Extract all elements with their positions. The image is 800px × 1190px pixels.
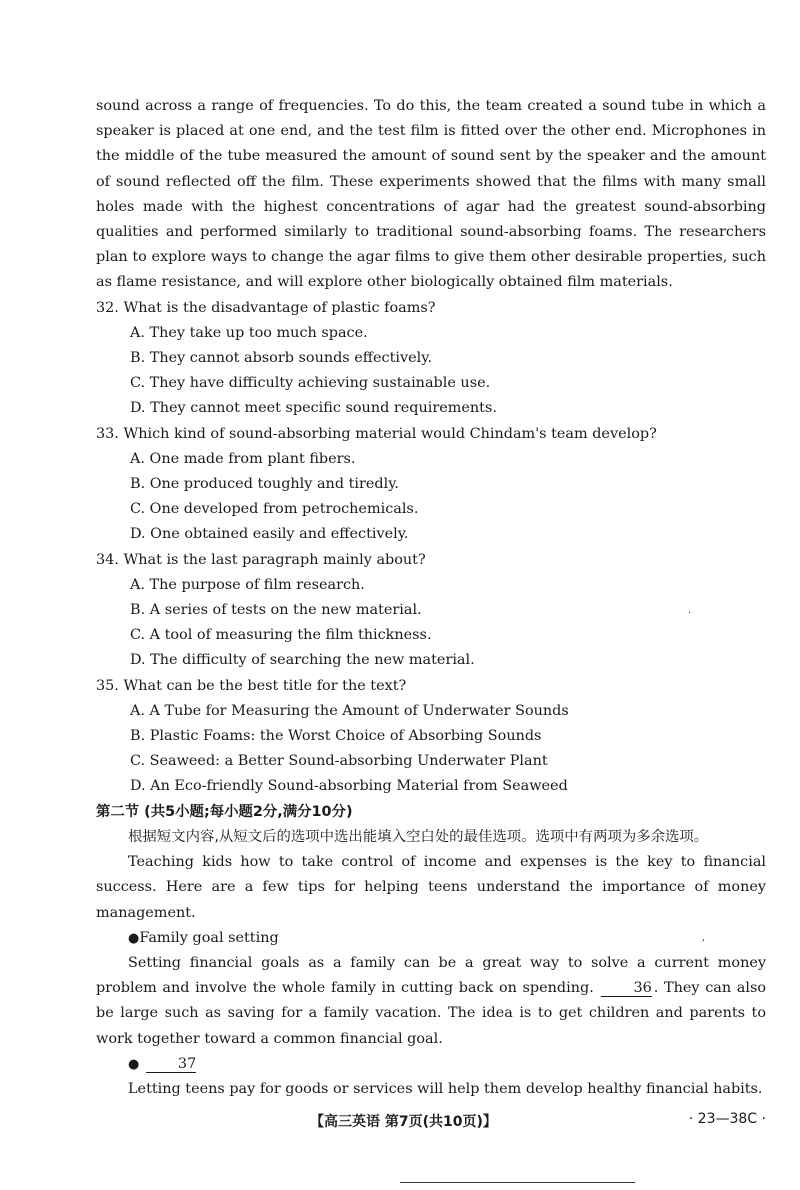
question-35 <box>96 674 766 800</box>
passage-paragraph-3: Letting teens pay for goods or services will help them develop healthy financial habits. <box>128 1080 763 1097</box>
question-34 <box>96 548 766 674</box>
option-a: A. A Tube for Measuring the Amount of Underwater Sounds <box>130 702 569 719</box>
option-d: D. One obtained easily and effectively. <box>130 526 409 543</box>
option-c: C. One developed from petrochemicals. <box>130 501 419 518</box>
question-stem: 33. Which kind of sound-absorbing material would Chindam's team develop? <box>96 425 657 442</box>
bullet-icon: ● <box>128 930 140 946</box>
question-stem: 32. What is the disadvantage of plastic foams? <box>96 299 436 316</box>
scan-mark: , <box>702 932 706 943</box>
option-d: D. The difficulty of searching the new material. <box>130 652 475 669</box>
footer-page-info: 【高三英语 第7页(共10页)】 <box>310 1114 497 1130</box>
bullet-heading-1 <box>96 926 766 951</box>
passage-paragraph-1: Teaching kids how to take control of income and expenses is the key to financial success. Here are a few tips for helping teens understand the importance of money management. <box>96 854 766 921</box>
option-b: B. They cannot absorb sounds effectively. <box>130 350 433 367</box>
option-c: C. Seaweed: a Better Sound-absorbing Underwater Plant <box>130 753 548 770</box>
scan-mark: · <box>688 608 692 619</box>
question-stem: 34. What is the last paragraph mainly about? <box>96 551 426 568</box>
option-b: B. One produced toughly and tiredly. <box>130 476 400 493</box>
intro-paragraph: sound across a range of frequencies. To do this, the team created a sound tube in which a speaker is placed at one end, and the test film is fitted over the other end. Microphones in the middle of the tube measured the amount of sound sent by the speaker and the amount of sound reflected off the film. These experiments showed that the films with many small holes made with the highest concentrations of agar had the greatest sound-absorbing qualities and performed similarly to traditional sound-absorbing foams. The researchers plan to explore ways to change the agar films to give them other desirable properties, such as flame resistance, and will explore other biologically obtained film materials. <box>96 98 766 291</box>
option-b: B. Plastic Foams: the Worst Choice of Absorbing Sounds <box>130 728 542 745</box>
option-b: B. A series of tests on the new material. <box>130 602 422 619</box>
paragraph-text: . They can also be large such as saving for a family vacation. The idea is to get children and parents to work together toward a common financial goal. <box>96 980 767 1047</box>
option-a: A. One made from plant fibers. <box>130 450 356 467</box>
section-heading: 第二节 (共5小题;每小题2分,满分10分) <box>96 803 353 820</box>
option-a: A. They take up too much space. <box>130 324 368 341</box>
paragraph-text: Setting financial goals as a family can be a great way to solve a current money problem and involve the whole family in cutting back on spending. <box>96 954 766 997</box>
bottom-rule <box>400 1182 635 1183</box>
option-a: A. The purpose of film research. <box>130 576 365 593</box>
passage-paragraph-2 <box>96 951 766 1052</box>
option-d: D. An Eco-friendly Sound-absorbing Material from Seaweed <box>130 778 568 795</box>
page-content <box>96 94 766 1102</box>
bullet-heading-2 <box>96 1052 766 1077</box>
option-c: C. They have difficulty achieving sustainable use. <box>130 375 491 392</box>
question-stem: 35. What can be the best title for the text? <box>96 677 407 694</box>
blank-37[interactable]: 37 <box>146 1056 196 1073</box>
footer-code: · 23—38C · <box>688 1111 766 1127</box>
option-c: C. A tool of measuring the film thickness. <box>130 627 432 644</box>
bullet-title: Family goal setting <box>139 929 279 946</box>
blank-36[interactable]: 36 <box>601 980 651 997</box>
option-d: D. They cannot meet specific sound requirements. <box>130 400 497 417</box>
bullet-icon: ● <box>128 1056 140 1072</box>
question-32 <box>96 296 766 422</box>
question-33 <box>96 422 766 548</box>
section-instruction: 根据短文内容,从短文后的选项中选出能填入空白处的最佳选项。选项中有两项为多余选项。 <box>128 828 709 845</box>
